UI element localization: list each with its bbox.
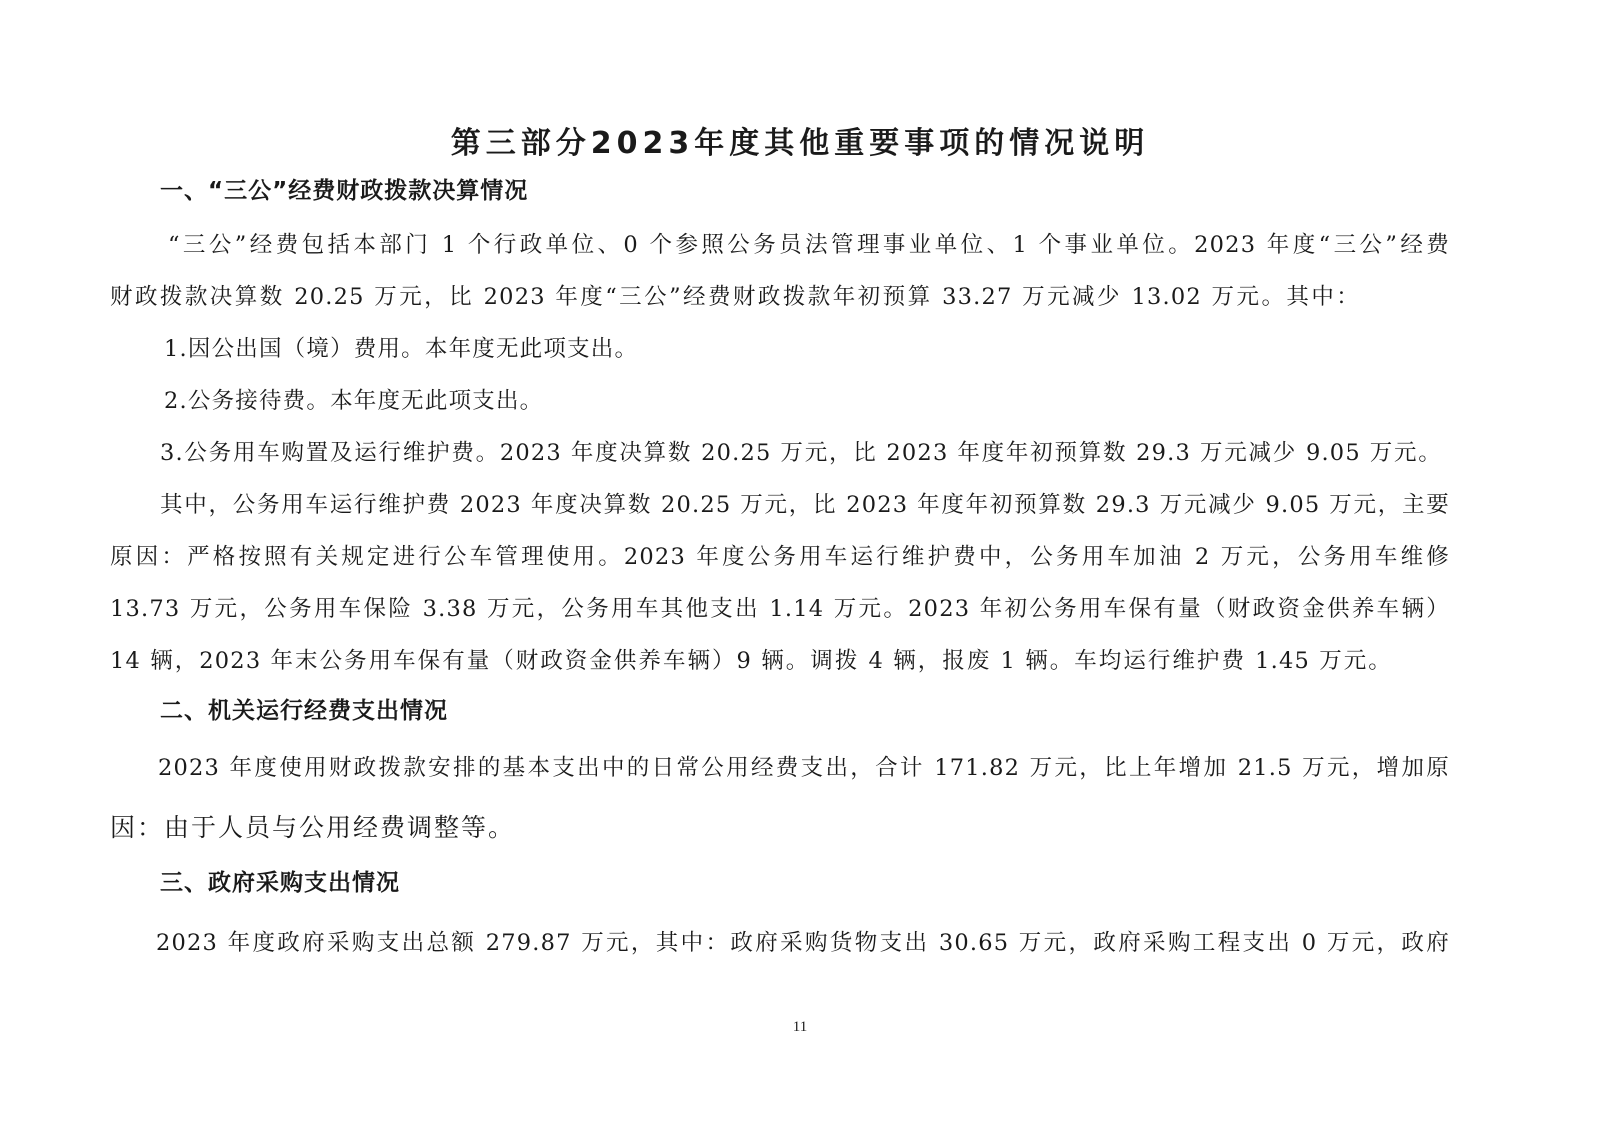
paragraph-line: 13.73 万元，公务用车保险 3.38 万元，公务用车其他支出 1.14 万元。2023 年初公务用车保有量（财政资金供养车辆） [110, 596, 1450, 622]
list-item: 3.公务用车购置及运行维护费。2023 年度决算数 20.25 万元，比 2023 年度年初预算数 29.3 万元减少 9.05 万元。 [160, 440, 1442, 466]
paragraph-line: “三公”经费包括本部门 1 个行政单位、0 个参照公务员法管理事业单位、1 个事业单位。2023 年度“三公”经费 [168, 232, 1450, 258]
section-heading-operating-expenses: 二、机关运行经费支出情况 [160, 698, 448, 724]
section-heading-government-procurement: 三、政府采购支出情况 [160, 870, 400, 896]
paragraph-line: 2023 年度政府采购支出总额 279.87 万元，其中：政府采购货物支出 30.65 万元，政府采购工程支出 0 万元，政府 [156, 930, 1450, 956]
paragraph-line: 原因：严格按照有关规定进行公车管理使用。2023 年度公务用车运行维护费中，公务用车加油 2 万元，公务用车维修 [110, 544, 1450, 570]
paragraph-line: 2023 年度使用财政拨款安排的基本支出中的日常公用经费支出，合计 171.82 万元，比上年增加 21.5 万元，增加原 [158, 755, 1450, 781]
paragraph-line: 财政拨款决算数 20.25 万元，比 2023 年度“三公”经费财政拨款年初预算 33.27 万元减少 13.02 万元。其中： [110, 284, 1360, 310]
page-number: 11 [792, 1019, 808, 1035]
page-title: 第三部分2023年度其他重要事项的情况说明 [450, 126, 1150, 161]
list-item: 2.公务接待费。本年度无此项支出。 [164, 388, 544, 414]
paragraph-line: 其中，公务用车运行维护费 2023 年度决算数 20.25 万元，比 2023 年度年初预算数 29.3 万元减少 9.05 万元，主要 [160, 492, 1450, 518]
list-item: 1.因公出国（境）费用。本年度无此项支出。 [164, 336, 639, 362]
paragraph-line: 因：由于人员与公用经费调整等。 [110, 813, 516, 842]
section-heading-three-public-expenses: 一、“三公”经费财政拨款决算情况 [160, 178, 529, 204]
paragraph-line: 14 辆，2023 年末公务用车保有量（财政资金供养车辆）9 辆。调拨 4 辆，报废 1 辆。车均运行维护费 1.45 万元。 [110, 648, 1392, 674]
